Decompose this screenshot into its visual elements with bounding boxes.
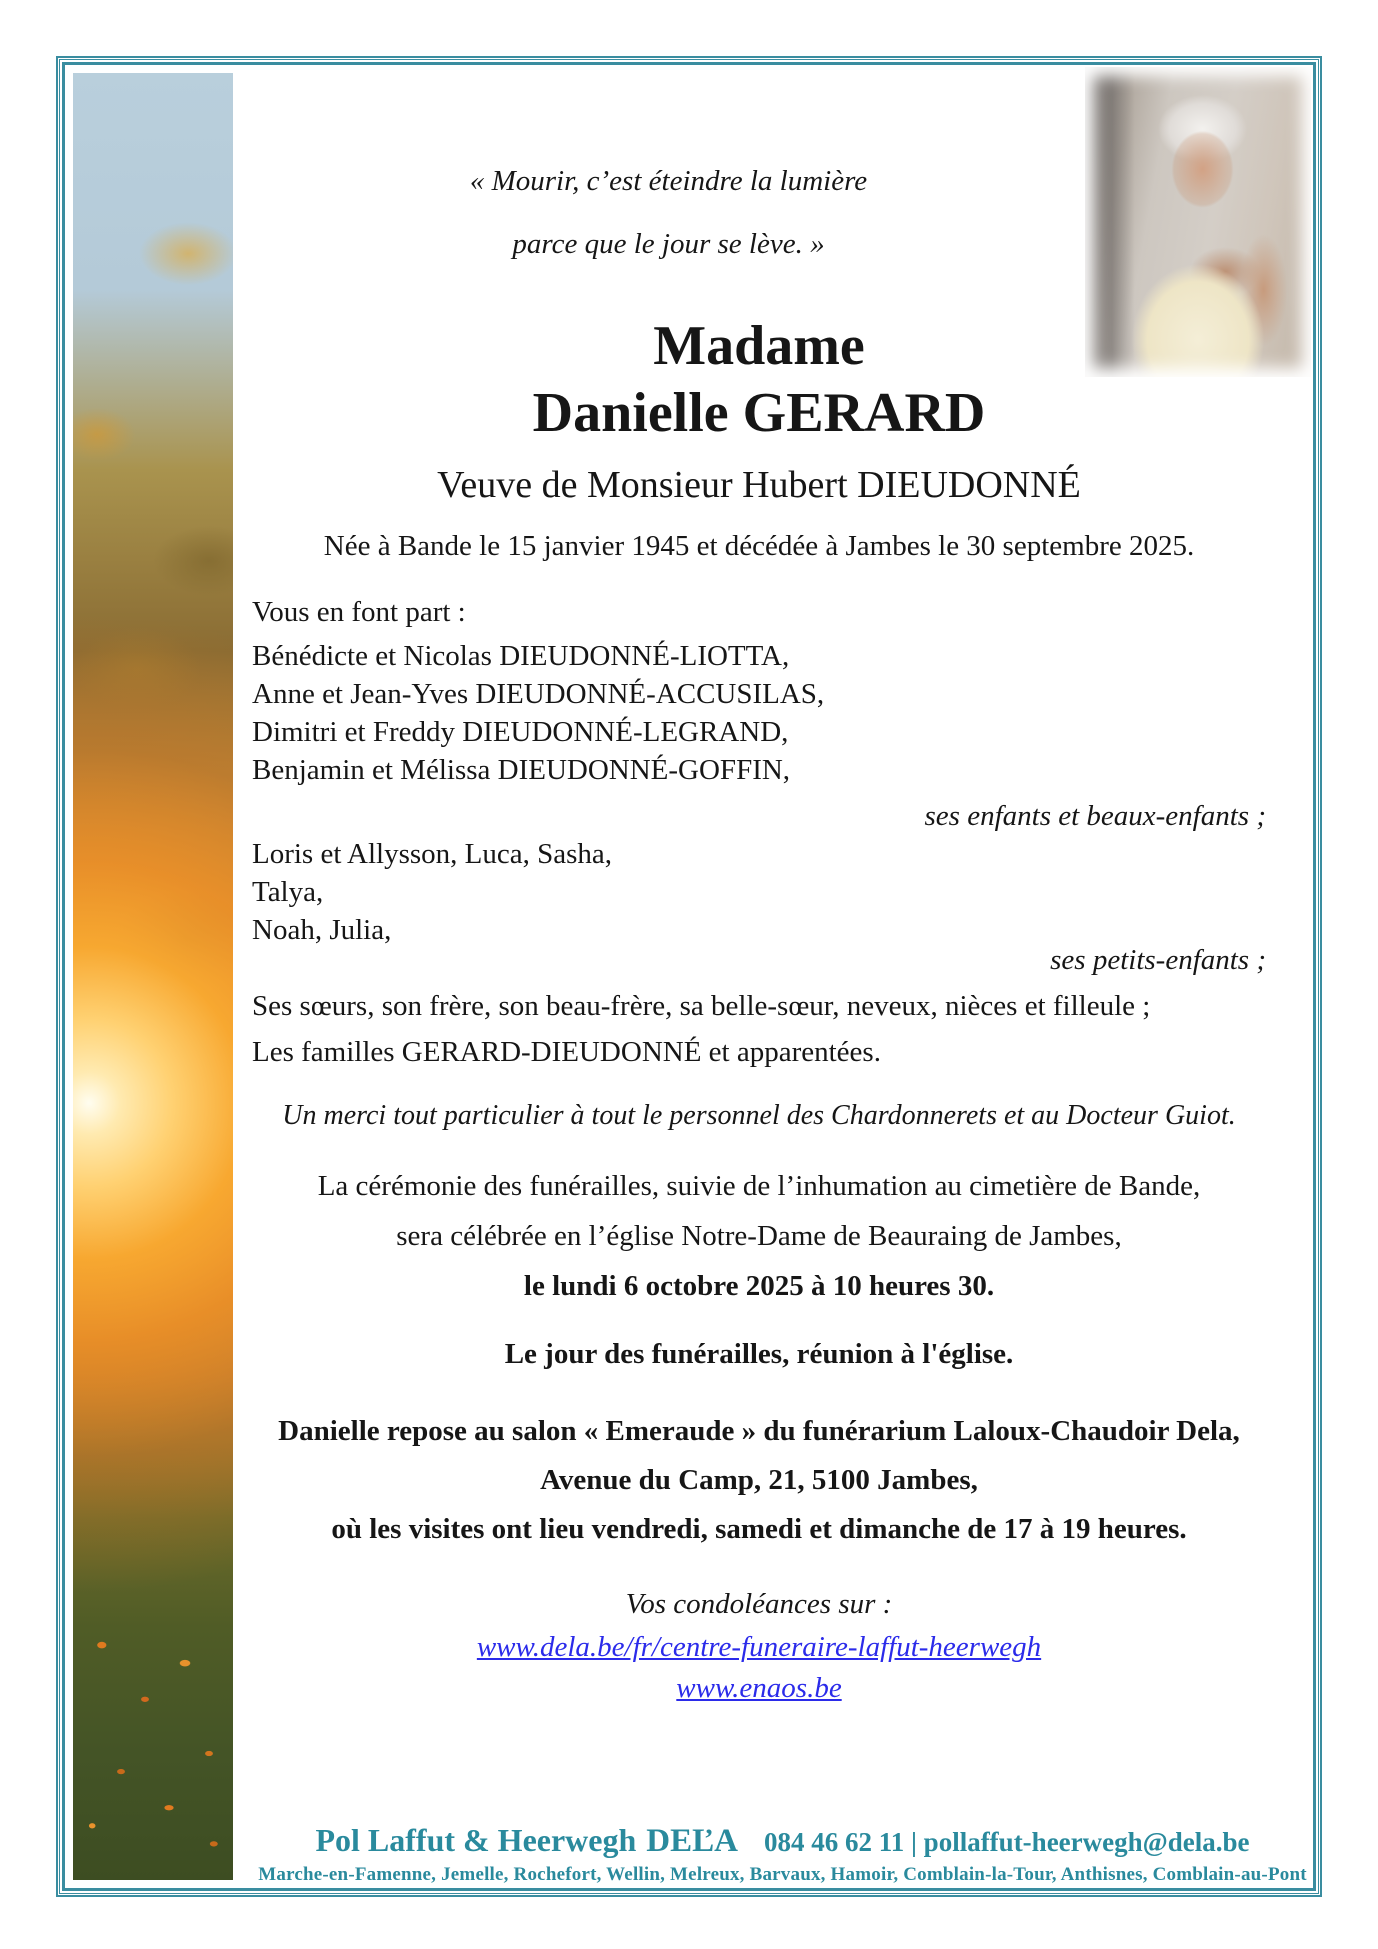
families-line: Les familles GERARD-DIEUDONNÉ et apparentées. bbox=[252, 1036, 881, 1068]
condolences-links bbox=[252, 1627, 1266, 1709]
widow-subtitle: Veuve de Monsieur Hubert DIEUDONNÉ bbox=[437, 464, 1081, 506]
announcement-intro: Vous en font part : bbox=[252, 596, 466, 628]
condolences-label: Vos condoléances sur : bbox=[625, 1588, 893, 1620]
quote-line-1: « Mourir, c’est éteindre la lumière bbox=[469, 165, 868, 197]
thanks-line: Un merci tout particulier à tout le personnel des Chardonnerets et au Docteur Guiot. bbox=[282, 1100, 1236, 1131]
ceremony-date-time: le lundi 6 octobre 2025 à 10 heures 30. bbox=[523, 1270, 995, 1302]
dela-logo: DEĽA bbox=[646, 1823, 738, 1859]
children-list bbox=[252, 637, 1266, 789]
deceased-name: Danielle GERARD bbox=[532, 382, 986, 444]
page-border-frame bbox=[56, 56, 1322, 1897]
grandchildren-relation-label: ses petits-enfants ; bbox=[1050, 944, 1266, 976]
grandchild-line: Loris et Allysson, Luca, Sasha, bbox=[252, 838, 613, 870]
children-relation-label: ses enfants et beaux-enfants ; bbox=[924, 800, 1266, 832]
child-line: Benjamin et Mélissa DIEUDONNÉ-GOFFIN, bbox=[252, 754, 791, 786]
grandchild-line: Talya, bbox=[252, 876, 324, 908]
ceremony-block bbox=[252, 1161, 1266, 1311]
funeral-home-name: Pol Laffut & Heerwegh bbox=[315, 1822, 637, 1858]
visits-schedule: où les visites ont lieu vendredi, samedi et dimanche de 17 à 19 heures. bbox=[331, 1513, 1187, 1545]
autumn-trees-photo bbox=[73, 73, 233, 1880]
funeral-home-footer bbox=[252, 1822, 1313, 1860]
child-line: Dimitri et Freddy DIEUDONNÉ-LEGRAND, bbox=[252, 716, 789, 748]
deceased-title bbox=[252, 313, 1266, 447]
quote-line-2: parce que le jour se lève. » bbox=[512, 228, 825, 260]
reunion-line: Le jour des funérailles, réunion à l'église. bbox=[504, 1338, 1014, 1370]
funeral-home-locations: Marche-en-Famenne, Jemelle, Rochefort, Wellin, Melreux, Barvaux, Hamoir, Comblain-la-Tour, Anthisnes, Comblain-au-Pont bbox=[258, 1864, 1307, 1885]
ceremony-line-2: sera célébrée en l’église Notre-Dame de Beauraing de Jambes, bbox=[396, 1220, 1122, 1252]
memorial-quote bbox=[252, 150, 1085, 276]
grandchildren-list bbox=[252, 835, 1266, 949]
grandchild-line: Noah, Julia, bbox=[252, 914, 392, 946]
funerarium-line-1: Danielle repose au salon « Emeraude » du funérarium Laloux-Chaudoir Dela, bbox=[278, 1415, 1240, 1447]
dela-condolences-link[interactable]: www.dela.be/fr/centre-funeraire-laffut-heerwegh bbox=[476, 1631, 1042, 1663]
page-content-area bbox=[65, 65, 1313, 1888]
title-madame: Madame bbox=[653, 315, 865, 377]
siblings-line: Ses sœurs, son frère, son beau-frère, sa belle-sœur, neveux, nièces et filleule ; bbox=[252, 990, 1151, 1022]
ceremony-line-1: La cérémonie des funérailles, suivie de l’inhumation au cimetière de Bande, bbox=[317, 1170, 1201, 1202]
funerarium-address: Avenue du Camp, 21, 5100 Jambes, bbox=[540, 1464, 978, 1496]
enaos-link[interactable]: www.enaos.be bbox=[676, 1672, 842, 1704]
child-line: Bénédicte et Nicolas DIEUDONNÉ-LIOTTA, bbox=[252, 640, 790, 672]
birth-death-line: Née à Bande le 15 janvier 1945 et décédée à Jambes le 30 septembre 2025. bbox=[323, 530, 1195, 562]
funeral-home-contact: 084 46 62 11 | pollaffut-heerwegh@dela.be bbox=[763, 1827, 1250, 1857]
child-line: Anne et Jean-Yves DIEUDONNÉ-ACCUSILAS, bbox=[252, 678, 825, 710]
funerarium-block bbox=[252, 1407, 1266, 1554]
